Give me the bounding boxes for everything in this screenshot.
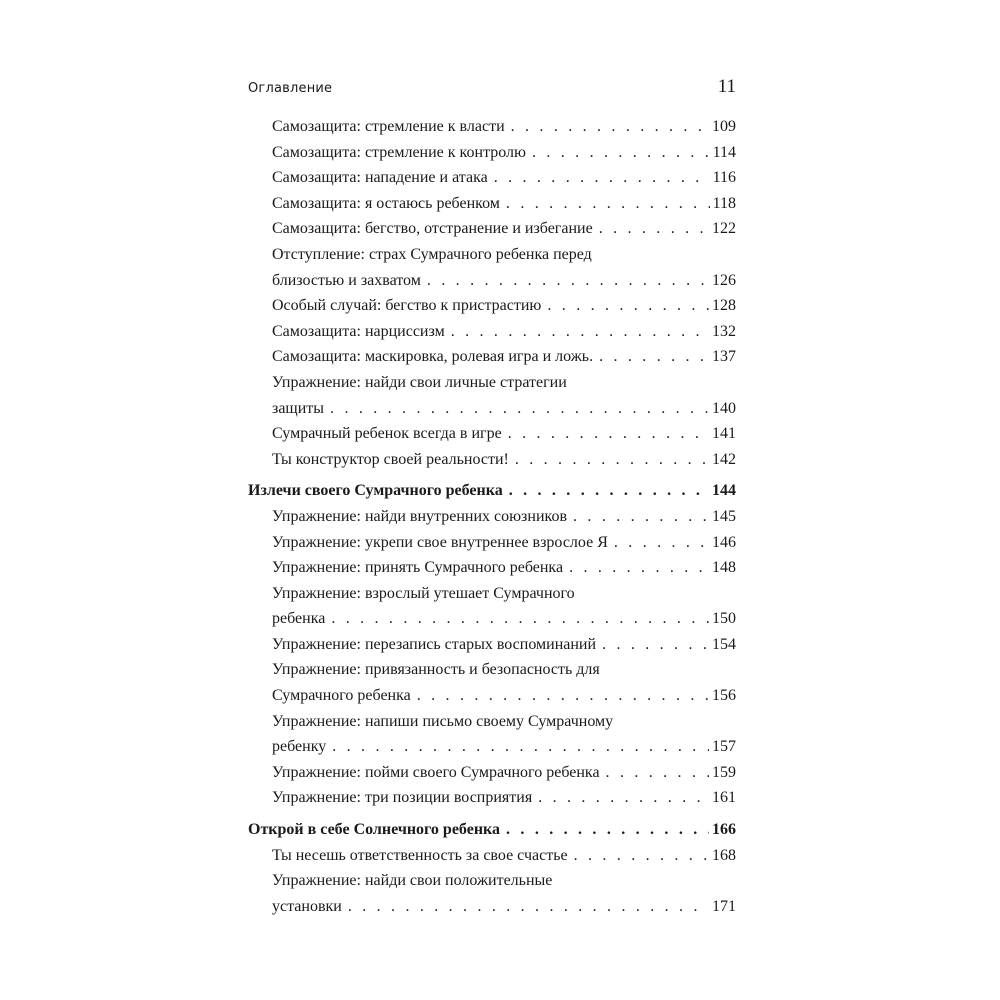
toc-entry-line: [272, 447, 736, 473]
toc-entry-title: Излечи своего Сумрачного ребенка: [248, 482, 503, 500]
toc-entry-line: [272, 140, 736, 166]
toc-page-number: 148: [712, 559, 736, 577]
toc-entry-line: [272, 504, 736, 530]
toc-section-entry: [248, 817, 736, 843]
dot-leader: [506, 191, 710, 217]
toc-entry-title: Упражнение: напиши письмо своему Сумрачному: [272, 712, 614, 730]
toc-entry-title: Ты конструктор своей реальности!: [272, 450, 509, 468]
toc-page-number: 154: [712, 635, 736, 653]
toc-page-number: 126: [712, 271, 736, 289]
dot-leader: [509, 478, 709, 504]
toc-entry-title: Упражнение: взрослый утешает Сумрачного: [272, 584, 575, 602]
toc-entry-title: установки: [272, 897, 342, 915]
dot-leader: [532, 140, 710, 166]
toc-entry-line: [272, 165, 736, 191]
toc-entry-title: близостью и захватом: [272, 271, 421, 289]
toc-entry: [248, 191, 736, 217]
dot-leader: [515, 447, 709, 473]
dot-leader: [599, 216, 709, 242]
toc-page-number: 132: [712, 322, 736, 340]
toc-page-number: 159: [712, 763, 736, 781]
toc-entry-title: Самозащита: стремление к контролю: [272, 143, 526, 161]
dot-leader: [569, 555, 709, 581]
toc-page-number: 156: [712, 687, 736, 705]
table-of-contents: [248, 114, 736, 919]
toc-entry-line: [272, 683, 736, 709]
toc-entry-title: Самозащита: нападение и атака: [272, 169, 488, 187]
toc-entry-line: [272, 581, 736, 607]
toc-entry-line: [272, 242, 736, 268]
dot-leader: [606, 760, 709, 786]
toc-entry: [248, 657, 736, 708]
toc-page-number: 137: [712, 348, 736, 366]
toc-page-number: 144: [712, 482, 736, 500]
toc-entry: [248, 581, 736, 632]
toc-entry-title: Сумрачный ребенок всегда в игре: [272, 425, 502, 443]
toc-entry: [248, 370, 736, 421]
toc-entry-line: [272, 734, 736, 760]
toc-entry-title: защиты: [272, 399, 325, 417]
dot-leader: [451, 319, 709, 345]
toc-entry-title: Особый случай: бегство к пристрастию: [272, 297, 542, 315]
toc-entry-line: [248, 478, 736, 504]
toc-entry: [248, 344, 736, 370]
toc-entry-line: [272, 421, 736, 447]
toc-entry-title: Упражнение: перезапись старых воспоминаний: [272, 635, 597, 653]
toc-entry-title: Упражнение: принять Сумрачного ребенка: [272, 559, 564, 577]
toc-entry: [248, 447, 736, 473]
dot-leader: [547, 293, 709, 319]
toc-page-number: 118: [712, 194, 736, 212]
dot-leader: [573, 504, 709, 530]
toc-entry: [248, 868, 736, 919]
toc-page-number: 109: [712, 118, 736, 135]
toc-entry-line: [272, 114, 736, 140]
dot-leader: [348, 894, 709, 920]
toc-entry-title: Упражнение: найди внутренних союзников: [272, 507, 568, 525]
toc-entry-line: [272, 657, 736, 683]
running-head: [248, 76, 736, 102]
toc-entry-title: Упражнение: укрепи свое внутреннее взрослое Я: [272, 533, 608, 551]
toc-entry-title: Отступление: страх Сумрачного ребенка перед: [272, 245, 592, 263]
toc-entry: [248, 140, 736, 166]
dot-leader: [332, 734, 709, 760]
toc-entry-title: Самозащита: бегство, отстранение и избегание: [272, 220, 593, 238]
toc-entry: [248, 760, 736, 786]
toc-entry-line: [272, 843, 736, 869]
toc-entry-title: Самозащита: нарциссизм: [272, 322, 445, 340]
toc-entry-title: Ты несешь ответственность за свое счастье: [272, 846, 568, 864]
toc-entry: [248, 319, 736, 345]
toc-entry-line: [272, 319, 736, 345]
toc-entry-line: [272, 606, 736, 632]
dot-leader: [511, 114, 709, 140]
toc-entry-line: [272, 344, 736, 370]
toc-entry: [248, 530, 736, 556]
toc-entry-title: ребенка: [272, 610, 326, 628]
toc-page-number: 140: [712, 399, 736, 417]
toc-entry-line: [272, 216, 736, 242]
toc-entry-title: ребенку: [272, 738, 327, 756]
toc-entry-title: Самозащита: я остаюсь ребенком: [272, 194, 500, 212]
toc-page-number: 161: [712, 789, 736, 807]
toc-entry: [248, 114, 736, 140]
toc-page-number: 128: [712, 297, 736, 315]
toc-entry: [248, 504, 736, 530]
toc-entry-line: [272, 709, 736, 735]
toc-entry-line: [272, 268, 736, 294]
toc-entry: [248, 242, 736, 293]
toc-entry-line: [272, 760, 736, 786]
dot-leader: [494, 165, 710, 191]
toc-entry: [248, 843, 736, 869]
dot-leader: [427, 268, 709, 294]
toc-page-number: 150: [712, 610, 736, 628]
dot-leader: [331, 606, 709, 632]
toc-entry-line: [272, 370, 736, 396]
toc-page-number: 116: [712, 169, 736, 187]
page-number: 11: [717, 76, 736, 97]
dot-leader: [508, 421, 709, 447]
toc-entry: [248, 709, 736, 760]
dot-leader: [574, 843, 709, 869]
dot-leader: [330, 396, 709, 422]
toc-entry: [248, 421, 736, 447]
dot-leader: [599, 344, 709, 370]
toc-entry-line: [272, 555, 736, 581]
toc-page-number: 141: [712, 425, 736, 443]
toc-entry-title: Упражнение: найди свои положительные: [272, 872, 553, 890]
toc-entry-title: Открой в себе Солнечного ребенка: [248, 821, 501, 839]
toc-entry-line: [272, 191, 736, 217]
toc-entry: [248, 165, 736, 191]
toc-entry-title: Сумрачного ребенка: [272, 687, 411, 705]
toc-page-number: 142: [712, 450, 736, 468]
toc-entry-line: [248, 817, 736, 843]
toc-entry: [248, 785, 736, 811]
toc-entry: [248, 632, 736, 658]
running-head-title: Оглавление: [248, 81, 333, 96]
toc-entry-line: [272, 868, 736, 894]
toc-page-number: 157: [712, 738, 736, 756]
toc-entry-title: Самозащита: стремление к власти: [272, 118, 505, 135]
toc-entry: [248, 555, 736, 581]
toc-page-number: 171: [712, 897, 736, 915]
toc-page-number: 166: [712, 821, 736, 839]
toc-entry: [248, 293, 736, 319]
toc-entry-line: [272, 894, 736, 920]
toc-entry-title: Упражнение: привязанность и безопасность для: [272, 661, 600, 679]
toc-entry-line: [272, 293, 736, 319]
toc-page-number: 146: [712, 533, 736, 551]
toc-page-number: 114: [712, 143, 736, 161]
toc-entry-title: Самозащита: маскировка, ролевая игра и ложь.: [272, 348, 594, 366]
toc-page-number: 122: [712, 220, 736, 238]
toc-entry-line: [272, 785, 736, 811]
dot-leader: [602, 632, 709, 658]
dot-leader: [538, 785, 709, 811]
dot-leader: [506, 817, 709, 843]
toc-entry-line: [272, 396, 736, 422]
toc-entry-line: [272, 632, 736, 658]
toc-entry-title: Упражнение: пойми своего Сумрачного ребенка: [272, 763, 600, 781]
toc-section-entry: [248, 478, 736, 504]
dot-leader: [417, 683, 709, 709]
toc-page-number: 168: [712, 846, 736, 864]
toc-entry-line: [272, 530, 736, 556]
toc-entry-title: Упражнение: найди свои личные стратегии: [272, 373, 567, 391]
toc-entry-title: Упражнение: три позиции восприятия: [272, 789, 533, 807]
dot-leader: [614, 530, 709, 556]
toc-entry: [248, 216, 736, 242]
toc-page-number: 145: [712, 507, 736, 525]
